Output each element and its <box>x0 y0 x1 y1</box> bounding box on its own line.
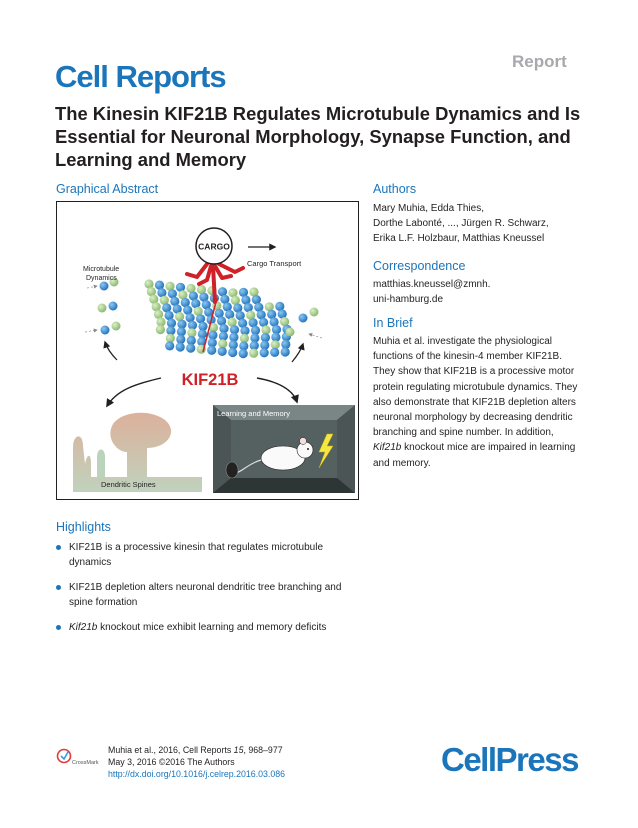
tubulin-subunit <box>228 348 237 357</box>
in-brief-heading: In Brief <box>373 316 413 330</box>
graphical-abstract-illustration <box>57 202 359 500</box>
crossmark-icon[interactable] <box>56 747 104 773</box>
highlights-heading: Highlights <box>56 520 111 534</box>
authors-heading: Authors <box>373 182 417 196</box>
tubulin-subunit <box>249 349 258 358</box>
highlights-list <box>56 540 366 645</box>
dendritic-spines-label: Dendritic Spines <box>101 480 156 489</box>
graphical-abstract-heading: Graphical Abstract <box>56 182 159 196</box>
highlight-text: KIF21B depletion alters neuronal dendritic tree branching and spine formation <box>69 582 342 608</box>
bullet-icon <box>56 625 61 630</box>
tubulin-subunit <box>186 344 195 353</box>
tubulin-subunit <box>156 325 165 334</box>
bullet-icon <box>56 545 61 550</box>
correspondence-email[interactable] <box>373 277 588 307</box>
authors-list <box>373 201 588 247</box>
learning-memory-illustration <box>213 405 355 493</box>
email-line[interactable]: uni-hamburg.de <box>373 294 444 306</box>
microtubule-dynamics-label-1: Microtubule <box>83 266 120 273</box>
citation-line-2: May 3, 2016 ©2016 The Authors <box>108 757 235 767</box>
tubulin-subunit <box>281 347 290 356</box>
graphical-abstract-figure <box>56 201 359 500</box>
tubulin-subunit <box>165 341 174 350</box>
learning-memory-label: Learning and Memory <box>217 409 290 418</box>
authors-line: Dorthe Labonté, ..., Jürgen R. Schwarz, <box>373 218 549 230</box>
highlight-item <box>56 540 366 570</box>
highlight-item <box>56 580 366 610</box>
kif21b-label: KIF21B <box>181 371 239 389</box>
tubulin-subunit <box>239 349 248 358</box>
article-title: The Kinesin KIF21B Regulates Microtubule Dynamics and Is Essential for Neuronal Morphology, Synapse Function, and Learning and Memory <box>55 103 581 170</box>
publisher-logo: CellPress <box>441 741 578 778</box>
journal-logo: Cell Reports <box>55 59 226 94</box>
tubulin-subunit <box>260 348 269 357</box>
microtubule-lattice <box>144 279 291 358</box>
correspondence-heading: Correspondence <box>373 259 466 273</box>
tubulin-subunit <box>207 346 216 355</box>
tubulin-subunit <box>270 348 279 357</box>
microtubule-dynamics-label-2: Dynamics <box>86 275 117 282</box>
in-brief-part: knockout mice are impaired in learning and memory. <box>373 442 576 469</box>
authors-line: Erika L.F. Holzbaur, Matthias Kneussel <box>373 233 545 245</box>
doi-link[interactable]: http://dx.doi.org/10.1016/j.celrep.2016.03.086 <box>108 769 286 779</box>
in-brief-text <box>373 334 583 471</box>
highlight-text: KIF21B is a processive kinesin that regulates microtubule dynamics <box>69 542 324 568</box>
highlight-item <box>56 620 366 635</box>
highlight-italic: Kif21b <box>69 622 98 633</box>
citation-part: , 968–977 <box>243 745 283 755</box>
crossmark-label: CrossMark <box>72 760 99 766</box>
citation-line-1 <box>108 744 285 756</box>
cargo-label: CARGO <box>198 241 230 252</box>
highlight-text: knockout mice exhibit learning and memory deficits <box>97 622 327 633</box>
citation-part: Muhia et al., 2016, Cell Reports <box>108 745 234 755</box>
tubulin-subunit <box>176 342 185 351</box>
authors-line: Mary Muhia, Edda Thies, <box>373 203 484 214</box>
article-type-label: Report <box>512 52 567 71</box>
in-brief-part: Muhia et al. investigate the physiological functions of the kinesin-4 member KIF21B. They show that KIF21B is a processive motor protein regulating microtubule dynamics. They also demonstrate that KIF21B depletion alters neuronal morphology by decreasing dendritic branching and spine number. In addition, <box>373 336 578 439</box>
bullet-icon <box>56 585 61 590</box>
citation-volume: 15 <box>233 745 244 755</box>
email-line[interactable]: matthias.kneussel@zmnh. <box>373 279 491 290</box>
cargo-transport-label: Cargo Transport <box>247 259 302 268</box>
citation-block <box>108 744 285 780</box>
in-brief-gene-name: Kif21b <box>373 442 402 454</box>
tubulin-subunit <box>218 347 227 356</box>
